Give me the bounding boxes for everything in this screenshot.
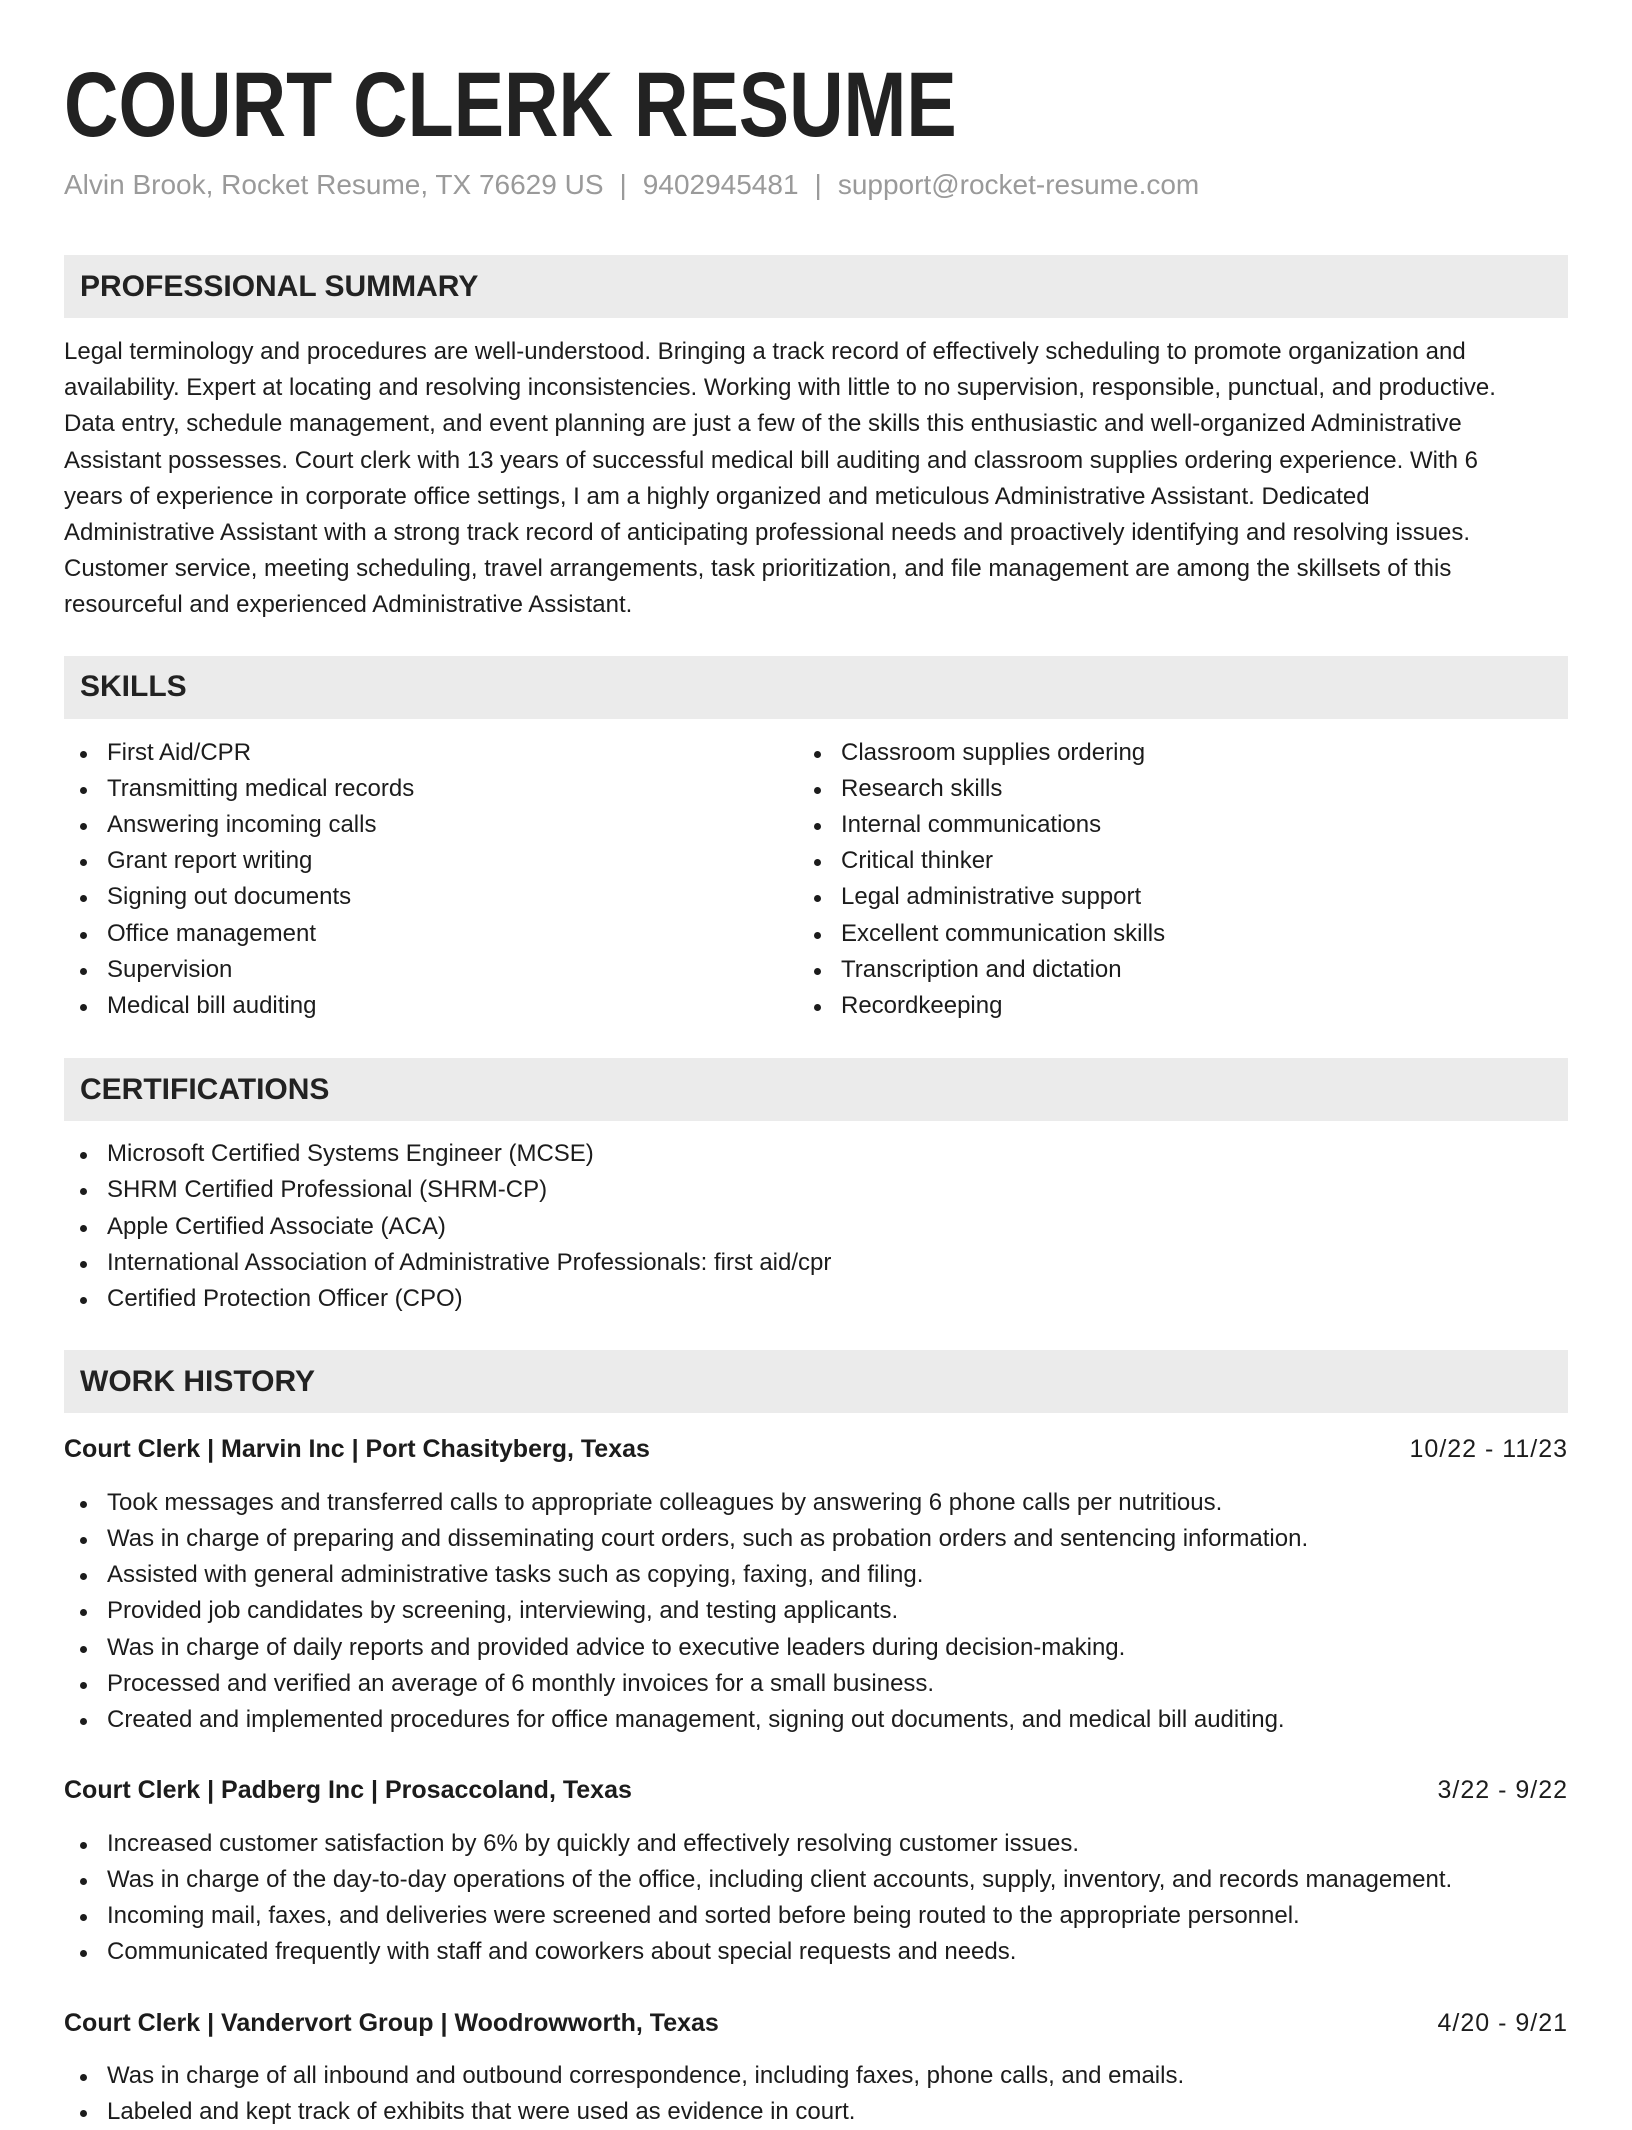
skills-list-right (798, 735, 1568, 1025)
job-bullet: Provided job candidates by screening, interviewing, and testing applicants. (64, 1593, 1568, 1629)
job-bullet: Was in charge of daily reports and provided advice to executive leaders during decision-making. (64, 1630, 1568, 1666)
certification-item: Microsoft Certified Systems Engineer (MCSE) (64, 1136, 1568, 1172)
skill-item: Recordkeeping (798, 988, 1568, 1024)
section-header-summary (64, 255, 1568, 318)
contact-email: support@rocket-resume.com (837, 169, 1200, 200)
section-heading: CERTIFICATIONS (80, 1072, 330, 1106)
job-bullet: Was in charge of all inbound and outbound correspondence, including faxes, phone calls, and emails. (64, 2058, 1568, 2094)
job-bullets (64, 2058, 1568, 2126)
job-bullet: Communicated frequently with staff and coworkers about special requests and needs. (64, 1934, 1568, 1970)
job-entry (64, 2005, 1568, 2126)
skill-item: Grant report writing (64, 843, 798, 879)
certifications-list (64, 1136, 1568, 1317)
job-bullet: Labeled and kept track of exhibits that were used as evidence in court. (64, 2094, 1568, 2111)
certification-item: International Association of Administrative Professionals: first aid/cpr (64, 1245, 1568, 1281)
section-heading: SKILLS (80, 670, 187, 704)
job-heading: Court Clerk | Marvin Inc | Port Chasityberg, Texas (64, 1435, 650, 1464)
job-entry (64, 1431, 1568, 1738)
work-history-section (64, 1350, 1568, 2126)
section-header-work-history (64, 1350, 1568, 1413)
summary-paragraph: Legal terminology and procedures are well-understood. Bringing a track record of effectively scheduling to promote organization and availability. Expert at locating and resolving inconsistencies. Working with little to no supervision, responsible, punctual, and productive. Data entry, schedule management, and event planning are just a few of the skills this enthusiastic and well-organized Administrative Assistant possesses. Court clerk with 13 years of successful medical bill auditing and classroom supplies ordering experience. With 6 years of experience in corporate office settings, I am a highly organized and meticulous Administrative Assistant. Dedicated Administrative Assistant with a strong track record of anticipating professional needs and proactively identifying and resolving issues. Customer service, meeting scheduling, travel arrangements, task prioritization, and file management are among the skillsets of this resourceful and experienced Administrative Assistant. (64, 338, 1496, 619)
job-bullet: Took messages and transferred calls to appropriate colleagues by answering 6 phone calls per nutritious. (64, 1485, 1568, 1521)
skill-item: Office management (64, 916, 798, 952)
skill-item: Internal communications (798, 807, 1568, 843)
section-header-certifications (64, 1058, 1568, 1121)
job-bullet: Processed and verified an average of 6 monthly invoices for a small business. (64, 1666, 1568, 1702)
job-header (64, 1431, 1568, 1467)
skill-item: Excellent communication skills (798, 916, 1568, 952)
job-bullet: Created and implemented procedures for office management, signing out documents, and medical bill auditing. (64, 1702, 1568, 1738)
skill-item: Supervision (64, 952, 798, 988)
contact-phone: 9402945481 (642, 169, 799, 200)
skill-item: Critical thinker (798, 843, 1568, 879)
job-bullet: Was in charge of the day-to-day operations of the office, including client accounts, supply, inventory, and records management. (64, 1862, 1568, 1898)
contact-separator: | (814, 169, 822, 200)
section-heading: WORK HISTORY (80, 1364, 316, 1398)
contact-separator: | (619, 169, 627, 200)
skill-item: First Aid/CPR (64, 735, 798, 771)
job-dates: 3/22 - 9/22 (1437, 1776, 1568, 1805)
skill-item: Signing out documents (64, 879, 798, 915)
job-dates: 10/22 - 11/23 (1409, 1435, 1568, 1464)
skills-grid (64, 735, 1568, 1025)
job-header (64, 1772, 1568, 1808)
job-bullet: Increased customer satisfaction by 6% by quickly and effectively resolving customer issues. (64, 1826, 1568, 1862)
skill-item: Legal administrative support (798, 879, 1568, 915)
job-entry (64, 1772, 1568, 1970)
job-bullet: Assisted with general administrative tasks such as copying, faxing, and filing. (64, 1557, 1568, 1593)
job-list (64, 1431, 1568, 2126)
certifications-section (64, 1058, 1568, 1317)
summary-section (64, 255, 1568, 624)
contact-address: Alvin Brook, Rocket Resume, TX 76629 US (64, 169, 604, 200)
skills-list-left (64, 735, 798, 1025)
skills-section (64, 656, 1568, 1025)
job-heading: Court Clerk | Vandervort Group | Woodrowworth, Texas (64, 2008, 719, 2037)
skill-item: Classroom supplies ordering (798, 735, 1568, 771)
section-header-skills (64, 656, 1568, 719)
certification-item: Certified Protection Officer (CPO) (64, 1281, 1568, 1317)
skill-item: Transcription and dictation (798, 952, 1568, 988)
resume-title: COURT CLERK RESUME (64, 54, 957, 156)
job-bullet: Was in charge of preparing and disseminating court orders, such as probation orders and sentencing information. (64, 1521, 1568, 1557)
skill-item: Medical bill auditing (64, 988, 798, 1024)
job-bullets (64, 1826, 1568, 1971)
job-header (64, 2005, 1568, 2041)
skill-item: Answering incoming calls (64, 807, 798, 843)
contact-line (64, 167, 1568, 203)
section-heading: PROFESSIONAL SUMMARY (80, 269, 479, 303)
skill-item: Research skills (798, 771, 1568, 807)
skill-item: Transmitting medical records (64, 771, 798, 807)
job-bullets (64, 1485, 1568, 1738)
job-heading: Court Clerk | Padberg Inc | Prosaccoland, Texas (64, 1776, 632, 1805)
certification-item: SHRM Certified Professional (SHRM-CP) (64, 1172, 1568, 1208)
job-dates: 4/20 - 9/21 (1437, 2008, 1568, 2037)
job-bullet: Incoming mail, faxes, and deliveries were screened and sorted before being routed to the appropriate personnel. (64, 1898, 1568, 1934)
certification-item: Apple Certified Associate (ACA) (64, 1209, 1568, 1245)
